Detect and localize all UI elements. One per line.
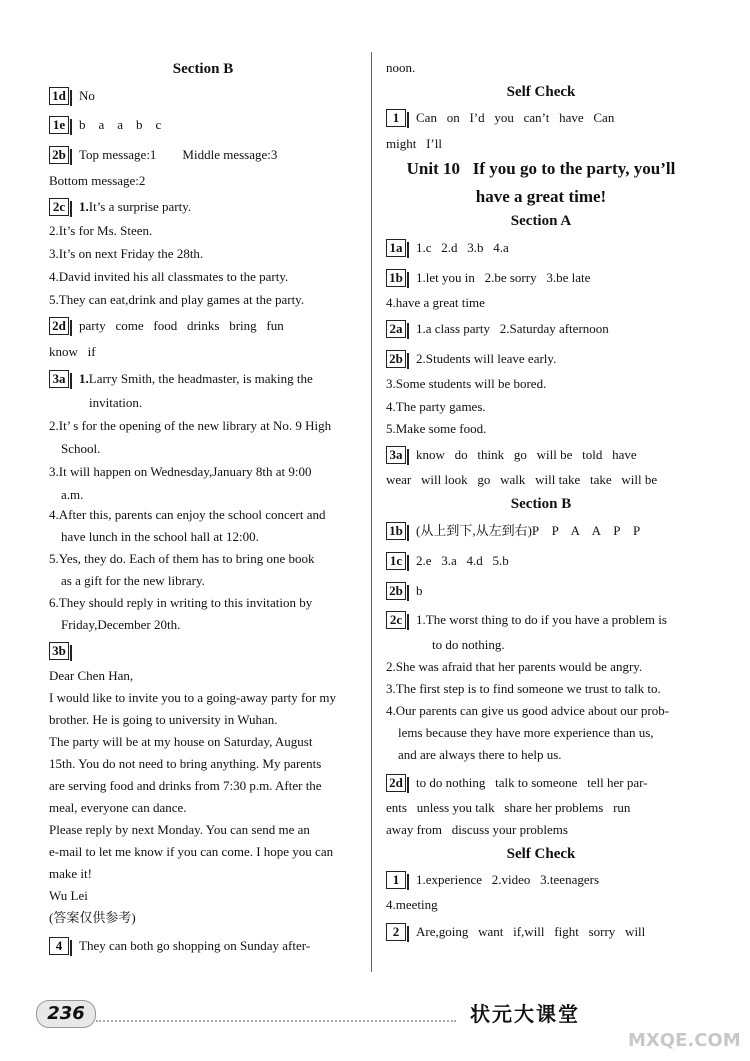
unit-title-line-2: have a great time!: [475, 187, 607, 206]
answer-1b: [386, 269, 590, 287]
answer-2b-a: [386, 350, 556, 368]
answer-2d: [49, 317, 284, 335]
watermark: MXQE.COM: [628, 1030, 741, 1051]
answer-text: 1.let you in 2.be sorry 3.be late: [416, 270, 591, 285]
answer-2d-b: [386, 774, 648, 792]
tag-2d: 2d: [49, 317, 69, 335]
answer-2a: [386, 320, 609, 338]
answer-text: 1.c 2.d 3.b 4.a: [416, 240, 509, 255]
letter-line: are serving food and drinks from 7:30 p.m. After the: [49, 778, 322, 793]
answer-line: 4.David invited his all classmates to the party.: [49, 269, 289, 284]
section-b-heading: Section B: [510, 496, 572, 512]
answer-text: No: [79, 88, 95, 103]
tag-2c: 2c: [49, 198, 69, 216]
tag-2a: 2a: [386, 320, 406, 338]
tag-3a: 3a: [386, 446, 406, 464]
answer-line: know if: [49, 344, 96, 359]
answer-line: 3.It will happen on Wednesday,January 8th at 9:00: [49, 464, 312, 479]
tag-3b: 3b: [49, 642, 69, 660]
answer-line: and are always there to help us.: [398, 747, 562, 762]
answer-line: invitation.: [89, 395, 143, 410]
tag-2d: 2d: [386, 774, 406, 792]
answer-line: 3.Some students will be bored.: [386, 376, 547, 391]
letter-note: (答案仅供参考): [49, 910, 136, 925]
answer-text: Are,going want if,will fight sorry will: [416, 924, 646, 939]
tag-4: 4: [49, 937, 69, 955]
answer-line: 6.They should reply in writing to this invitation by: [49, 595, 313, 610]
answer-line: School.: [61, 441, 101, 456]
tag-1b: 1b: [386, 522, 406, 540]
answer-line: 3.The first step is to find someone we trust to talk to.: [386, 681, 661, 696]
answer-3a: [49, 370, 313, 388]
answer-1d: [49, 87, 95, 105]
page-number: 236: [36, 1000, 96, 1028]
letter-line: brother. He is going to university in Wuhan.: [49, 712, 278, 727]
answer-line: Bottom message:2: [49, 173, 146, 188]
answer-1c: [386, 552, 509, 570]
tag-2: 2: [386, 923, 406, 941]
answer-text: Larry Smith, the headmaster, is making the: [88, 371, 313, 386]
letter-line: e-mail to let me know if you can come. I hope you can: [49, 844, 334, 859]
answer-number: 1.: [79, 371, 89, 386]
answer-line: 5.They can eat,drink and play games at the party.: [49, 292, 305, 307]
letter-line: meal, everyone can dance.: [49, 800, 187, 815]
self-check-2-1: [386, 871, 599, 889]
answer-line: 4.The party games.: [386, 399, 486, 414]
answer-text: 2.e 3.a 4.d 5.b: [416, 553, 509, 568]
answer-text: b a a b c: [79, 117, 162, 132]
brand-logo: 状元大课堂: [470, 1002, 580, 1026]
answer-2b-b: [386, 582, 423, 600]
answer-text: b: [416, 583, 423, 598]
answer-line: a.m.: [61, 487, 84, 502]
answer-line: 4.After this, parents can enjoy the school concert and: [49, 507, 326, 522]
answer-line: 4.have a great time: [386, 295, 485, 310]
self-check-heading: Self Check: [506, 84, 576, 100]
self-check-heading: Self Check: [506, 846, 576, 862]
tag-1: 1: [386, 109, 406, 127]
tag-1e: 1e: [49, 116, 69, 134]
tag-2b: 2b: [386, 350, 406, 368]
answer-text: Top message:1 Middle message:3: [79, 147, 278, 162]
answer-line: 5.Make some food.: [386, 421, 487, 436]
answer-line: 5.Yes, they do. Each of them has to bring one book: [49, 551, 315, 566]
answer-line: noon.: [386, 60, 416, 75]
answer-text: It’s a surprise party.: [88, 199, 192, 214]
column-divider: [371, 52, 372, 972]
tag-1c: 1c: [386, 552, 406, 570]
unit-title-line-1: Unit 10 If you go to the party, you’ll: [406, 159, 676, 178]
tag-1b: 1b: [386, 269, 406, 287]
answer-line: might I’ll: [386, 136, 442, 151]
answer-line: away from discuss your problems: [386, 822, 568, 837]
letter-line: The party will be at my house on Saturday, August: [49, 734, 313, 749]
letter-line: I would like to invite you to a going-away party for my: [49, 690, 337, 705]
answer-text: They can both go shopping on Sunday after-: [79, 938, 311, 953]
answer-text: (从上到下,从左到右)P P A A P P: [416, 523, 641, 538]
answer-line: 2.It’ s for the opening of the new library at No. 9 High: [49, 418, 332, 433]
tag-1d: 1d: [49, 87, 69, 105]
tag-3a: 3a: [49, 370, 69, 388]
answer-line: wear will look go walk will take take will be: [386, 472, 658, 487]
answer-line: to do nothing.: [432, 637, 505, 652]
tag-2c: 2c: [386, 611, 406, 629]
tag-2b: 2b: [386, 582, 406, 600]
answer-line: as a gift for the new library.: [61, 573, 205, 588]
answer-line: 4.Our parents can give us good advice about our prob-: [386, 703, 670, 718]
answer-1b-b: [386, 522, 640, 540]
answer-text: 1.experience 2.video 3.teenagers: [416, 872, 600, 887]
tag-2b: 2b: [49, 146, 69, 164]
letter-line: Wu Lei: [49, 888, 88, 903]
answer-line: 2.She was afraid that her parents would be angry.: [386, 659, 643, 674]
answer-2b: [49, 146, 277, 164]
answer-1e: [49, 116, 161, 134]
answer-text: 2.Students will leave early.: [416, 351, 557, 366]
answer-line: 2.It’s for Ms. Steen.: [49, 223, 153, 238]
self-check-2-2: [386, 923, 645, 941]
letter-line: Dear Chen Han,: [49, 668, 134, 683]
answer-4: [49, 937, 310, 955]
answer-number: 1.: [79, 199, 89, 214]
letter-line: make it!: [49, 866, 92, 881]
answer-line: 4.meeting: [386, 897, 438, 912]
answer-3b: [49, 642, 79, 660]
answer-text: to do nothing talk to someone tell her par-: [416, 775, 648, 790]
self-check-1: [386, 109, 614, 127]
answer-line: Friday,December 20th.: [61, 617, 181, 632]
footer-dotted-rule: [96, 1020, 456, 1022]
section-a-heading: Section A: [510, 213, 572, 229]
answer-text: Can on I’d you can’t have Can: [416, 110, 615, 125]
section-b-heading: Section B: [172, 61, 234, 77]
answer-text: know do think go will be told have: [416, 447, 637, 462]
letter-line: 15th. You do not need to bring anything. My parents: [49, 756, 322, 771]
answer-line: 3.It’s on next Friday the 28th.: [49, 246, 204, 261]
page-footer: [0, 995, 750, 1035]
answer-text: 1.The worst thing to do if you have a problem is: [416, 612, 667, 627]
answer-1a: [386, 239, 509, 257]
answer-line: have lunch in the school hall at 12:00.: [61, 529, 259, 544]
tag-1a: 1a: [386, 239, 406, 257]
tag-1: 1: [386, 871, 406, 889]
answer-2c: [49, 198, 191, 216]
answer-line: ents unless you talk share her problems run: [386, 800, 631, 815]
answer-2c-b: [386, 611, 667, 629]
letter-line: Please reply by next Monday. You can send me an: [49, 822, 310, 837]
answer-line: lems because they have more experience than us,: [398, 725, 654, 740]
answer-3a-a: [386, 446, 637, 464]
answer-text: party come food drinks bring fun: [79, 318, 284, 333]
answer-text: 1.a class party 2.Saturday afternoon: [416, 321, 609, 336]
